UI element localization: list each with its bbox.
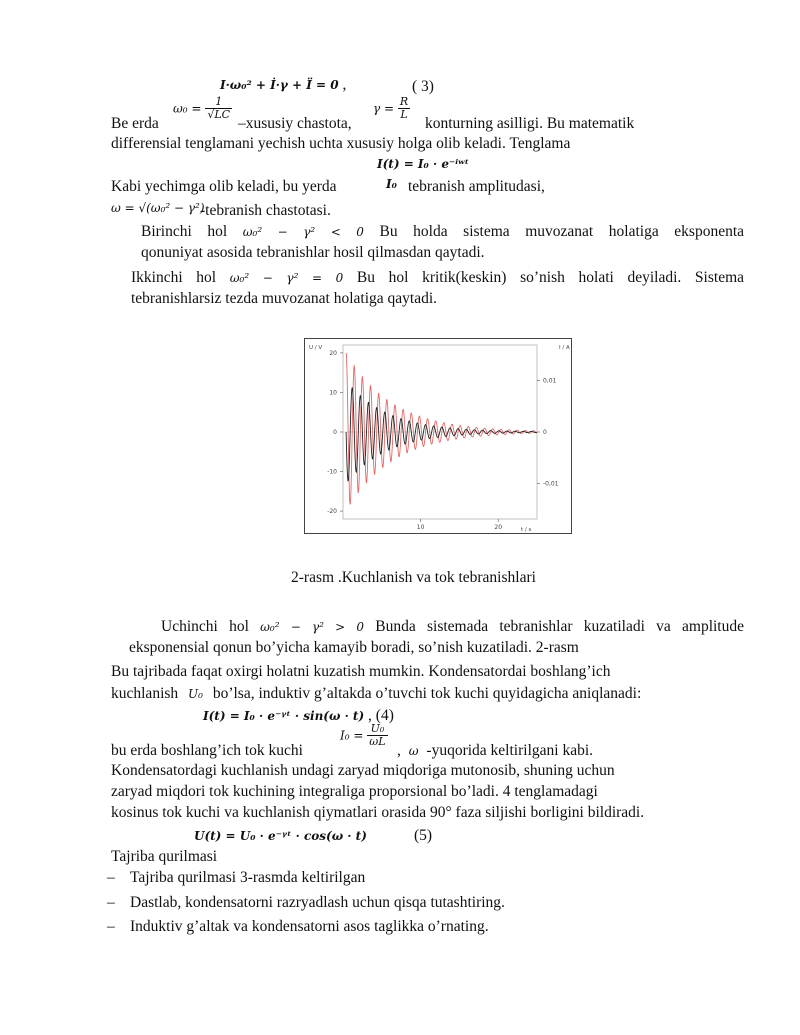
case1-line: Birinchi hol ω₀² − γ² < 0 Bu holda sistema muvozanat holatiga eksponenta — [141, 223, 745, 240]
list-item: – Dastlab, kondensatorni razryadlash uchun qisqa tutashtiring. — [107, 894, 505, 911]
section-heading: Tajriba qurilmasi — [111, 848, 218, 865]
text-tebranish-chastotasi: -tebranish chastotasi. — [200, 202, 331, 219]
x-tick-label: 10 — [416, 524, 425, 531]
oscillation-chart-svg — [305, 339, 571, 533]
omega-symbol: ω — [408, 744, 419, 758]
text-kabi: Kabi yechimga olib keladi, bu yerda — [111, 178, 337, 195]
case3-line: Uchinchi hol ω₀² − γ² > 0 Bunda sistemada tebranishlar kuzatiladi va amplitude — [161, 618, 744, 635]
gamma-formula: γ = $\frac{R}{L}$ — [373, 95, 409, 121]
y-axis-label-right: I / A — [559, 345, 570, 351]
text-tebranish-amplitudasi: tebranish amplitudasi, — [408, 178, 545, 195]
y-tick-label: 0 — [333, 429, 337, 436]
text-xususiy-chastota: –xususiy chastota, — [238, 115, 352, 132]
i0-symbol: I₀ — [386, 177, 397, 191]
case2-line: Ikkinchi hol ω₀² − γ² = 0 Bu hol kritik(keskin) so’nish holati deyiladi. Sistema — [131, 269, 745, 286]
omega-definition: ω = √(ω₀² − γ²) — [111, 201, 205, 215]
equation-3-number: ( 3) — [412, 78, 434, 95]
equation-5-number: (5) — [414, 827, 433, 844]
equation-5: U(t) = U₀ · e⁻ᵞᵗ · cos(ω · t) — [194, 829, 367, 843]
y-tick-label: -20 — [327, 508, 337, 516]
oscillation-chart — [304, 338, 572, 534]
solution-formula: I(t) = I₀ · e⁻ⁱʷᵗ — [377, 157, 470, 171]
text-differensial: differensial tenglamani yechish uchta xususiy holga olib keladi. Tenglama — [111, 135, 571, 152]
text-zaryad: zaryad miqdori tok kuchining integraliga proporsional bo’ladi. 4 tenglamadagi — [111, 783, 598, 800]
y-tick-label: 10 — [329, 389, 337, 397]
y-tick-label: -10 — [327, 468, 337, 476]
equation-4-number: , (4) — [368, 707, 394, 724]
case1-condition: ω₀² − γ² < 0 — [242, 225, 364, 239]
text-bu-erda-tail: , ω -yuqorida keltirilgani kabi. — [397, 742, 594, 759]
case3-condition: ω₀² − γ² > 0 — [260, 620, 365, 634]
case1-line2: qonuniyat asosida tebranishlar hosil qilmasdan qaytadi. — [141, 244, 485, 261]
equation-3-row — [220, 75, 346, 95]
text-konturning: konturning asilligi. Bu matematik — [425, 115, 635, 132]
y-right-tick-label: -0,01 — [543, 480, 559, 488]
y-tick-label: 20 — [329, 349, 337, 357]
x-tick-label: 20 — [494, 524, 503, 531]
text-be-erda: Be erda — [111, 115, 159, 132]
case3-line2: eksponensial qonun bo’yicha kamayib boradi, so’nish kuzatiladi. 2-rasm — [129, 639, 579, 656]
equation-3: I·ω₀² + İ·γ + Ï = 0 — [220, 78, 339, 92]
i0-formula: I₀ = $\frac{\text{U₀}}{\omega L}$ — [340, 722, 386, 748]
equation-4: I(t) = I₀ · e⁻ᵞᵗ · sin(ω · t) — [203, 709, 365, 723]
text-kondensatordagi: Kondensatordagi kuchlanish undagi zaryad miqdoriga mutonosib, shuning uchun — [111, 762, 615, 779]
figure-caption: 2-rasm .Kuchlanish va tok tebranishlari — [291, 569, 536, 586]
y-axis-label-left: U / V — [309, 345, 323, 351]
y-right-tick-label: 0,01 — [543, 377, 557, 385]
y-right-tick-label: 0 — [543, 429, 547, 436]
text-kosinus: kosinus tok kuchi va kuchlanish qiymatlari orasida 90° faza siljishi borligini bildiradi. — [111, 804, 645, 821]
case2-line2: tebranishlarsiz tezda muvozanat holatiga qaytadi. — [131, 290, 438, 307]
text-bu-tajribada: Bu tajribada faqat oxirgi holatni kuzatish mumkin. Kondensatordai boshlang’ich — [111, 663, 611, 680]
u0-symbol: U₀ — [188, 687, 203, 701]
case2-condition: ω₀² − γ² = 0 — [229, 271, 344, 285]
omega0-formula: ω₀ = $\frac{1}{√LC}$ — [173, 95, 231, 121]
list-item: – Induktiv g’altak va kondensatorni asos taglikka o’rnating. — [107, 918, 489, 935]
paragraph-be-erda — [111, 114, 159, 134]
equation-3-comma: , — [342, 76, 347, 93]
text-kuchlanish-line: kuchlanish U₀ bo’lsa, induktiv g’altakda o’tuvchi tok kuchi quyidagicha aniqlanadi: — [111, 685, 642, 702]
list-item: – Tajriba qurilmasi 3-rasmda keltirilgan — [107, 869, 366, 886]
text-bu-erda: bu erda boshlang’ich tok kuchi — [111, 742, 303, 759]
x-axis-label: t / s — [521, 527, 532, 533]
